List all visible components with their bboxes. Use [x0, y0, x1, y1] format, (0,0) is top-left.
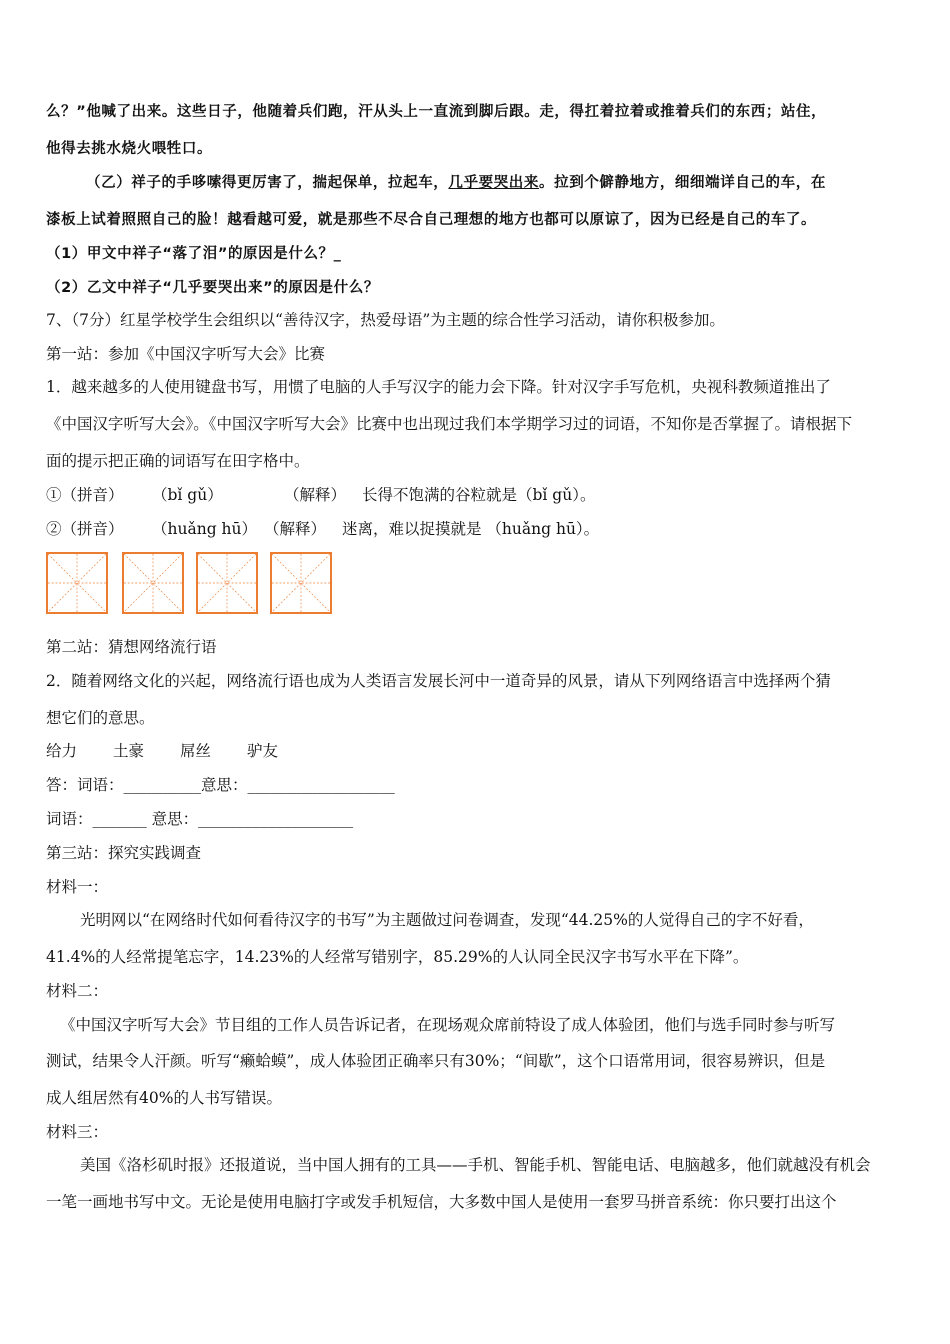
item-2-pinyin: （huǎng hū） — [152, 520, 258, 538]
station-2-heading: 第二站：猜想网络流行语 — [46, 638, 217, 656]
answer-line-2: 词语：_______ 意思：____________________ — [46, 810, 354, 828]
tianzige-cell[interactable] — [122, 552, 184, 614]
material-3-line-2: 一笔一画地书写中文。无论是使用电脑打字或发手机短信，大多数中国人是使用一套罗马拼音系统：你只要打出这个 — [46, 1193, 837, 1211]
material-1-label: 材料一： — [46, 878, 109, 896]
item-2-number: ②（拼音） — [46, 520, 124, 538]
item-2-expl-label: （解释） — [264, 520, 327, 538]
station-3-heading: 第三站：探究实践调查 — [46, 844, 202, 862]
item-2-explanation: 迷离，难以捉摸就是 （huǎng hū）。 — [342, 520, 600, 538]
question-1: （1）甲文中祥子“落了泪”的原因是什么？_ — [46, 246, 342, 262]
material-2-line-3: 成人组居然有40%的人书写错误。 — [46, 1089, 282, 1107]
material-2-label: 材料二： — [46, 982, 109, 1000]
p2-line-2: 想它们的意思。 — [46, 709, 155, 727]
word-item: 土豪 — [113, 742, 145, 760]
question-2: （2）乙文中祥子“几乎要哭出来”的原因是什么？ — [46, 280, 379, 296]
tianzige-cell[interactable] — [46, 552, 108, 614]
word-item: 给力 — [46, 742, 78, 760]
item-1-pinyin: （bǐ gǔ） — [152, 486, 223, 504]
word-item: 屌丝 — [180, 742, 212, 760]
material-2-line-1: 《中国汉字听写大会》节目组的工作人员告诉记者，在现场观众席前特设了成人体验团，他们与选手同时参与听写 — [60, 1016, 836, 1034]
passage-b-underlined: 几乎要哭出来 — [448, 175, 540, 191]
passage-b-text-tail: 。拉到个僻静地方，细细端详自己的车，在 — [539, 175, 826, 191]
tianzige-cell[interactable] — [270, 552, 332, 614]
passage-b-line-2: 漆板上试着照照自己的脸！越看越可爱，就是那些不尽合自己理想的地方也都可以原谅了，因为已经是自己的车了。 — [46, 212, 817, 228]
word-item: 驴友 — [247, 742, 279, 760]
p2-line-1: 2．随着网络文化的兴起，网络流行语也成为人类语言发展长河中一道奇异的风景，请从下列网络语言中选择两个猜 — [46, 672, 831, 690]
material-1-line-1: 光明网以“在网络时代如何看待汉字的书写”为主题做过问卷调查，发现“44.25%的人觉得自己的字不好看， — [80, 911, 814, 929]
item-1-explanation: 长得不饱满的谷粒就是（bǐ gǔ）。 — [362, 486, 596, 504]
station-1-heading: 第一站：参加《中国汉字听写大会》比赛 — [46, 345, 326, 363]
answer-line-1: 答：词语：__________意思：___________________ — [46, 776, 395, 794]
dictation-item-1 — [46, 484, 595, 506]
material-2-line-2: 测试，结果令人汗颜。听写“癞蛤蟆”，成人体验团正确率只有30%；“间歇”，这个口语常用词，很容易辨识，但是 — [46, 1052, 826, 1070]
p1-line-1: 1．越来越多的人使用键盘书写，用惯了电脑的人手写汉字的能力会下降。针对汉字手写危机，央视科教频道推出了 — [46, 378, 831, 396]
q7-intro: 7、（7分）红星学校学生会组织以“善待汉字，热爱母语”为主题的综合性学习活动，请你积极参加。 — [46, 311, 725, 329]
material-3-label: 材料三： — [46, 1123, 109, 1141]
passage-b-text: （乙）祥子的手哆嗦得更厉害了，揣起保单，拉起车， — [86, 175, 449, 191]
item-1-number: ①（拼音） — [46, 486, 124, 504]
p1-line-2: 《中国汉字听写大会》。《中国汉字听写大会》比赛中也出现过我们本学期学习过的词语，不知你是否掌握了。请根据下 — [46, 415, 853, 433]
item-1-expl-label: （解释） — [284, 486, 347, 504]
passage-a-line-1: 么？”他喊了出来。这些日子，他随着兵们跑，汗从头上一直流到脚后跟。走，得扛着拉着或推着兵们的东西；站住， — [46, 104, 827, 120]
passage-a-line-2: 他得去挑水烧火喂牲口。 — [46, 141, 213, 157]
tianzige-cell[interactable] — [196, 552, 258, 614]
p1-line-3: 面的提示把正确的词语写在田字格中。 — [46, 452, 310, 470]
material-1-line-2: 41.4%的人经常提笔忘字，14.23%的人经常写错别字，85.29%的人认同全民汉字书写水平在下降”。 — [46, 948, 749, 966]
material-3-line-1: 美国《洛杉矶时报》还报道说，当中国人拥有的工具——手机、智能手机、智能电话、电脑越多，他们就越没有机会 — [80, 1156, 871, 1174]
internet-words-list — [46, 740, 278, 762]
passage-b-line-1 — [86, 172, 826, 194]
dictation-item-2 — [46, 518, 599, 540]
